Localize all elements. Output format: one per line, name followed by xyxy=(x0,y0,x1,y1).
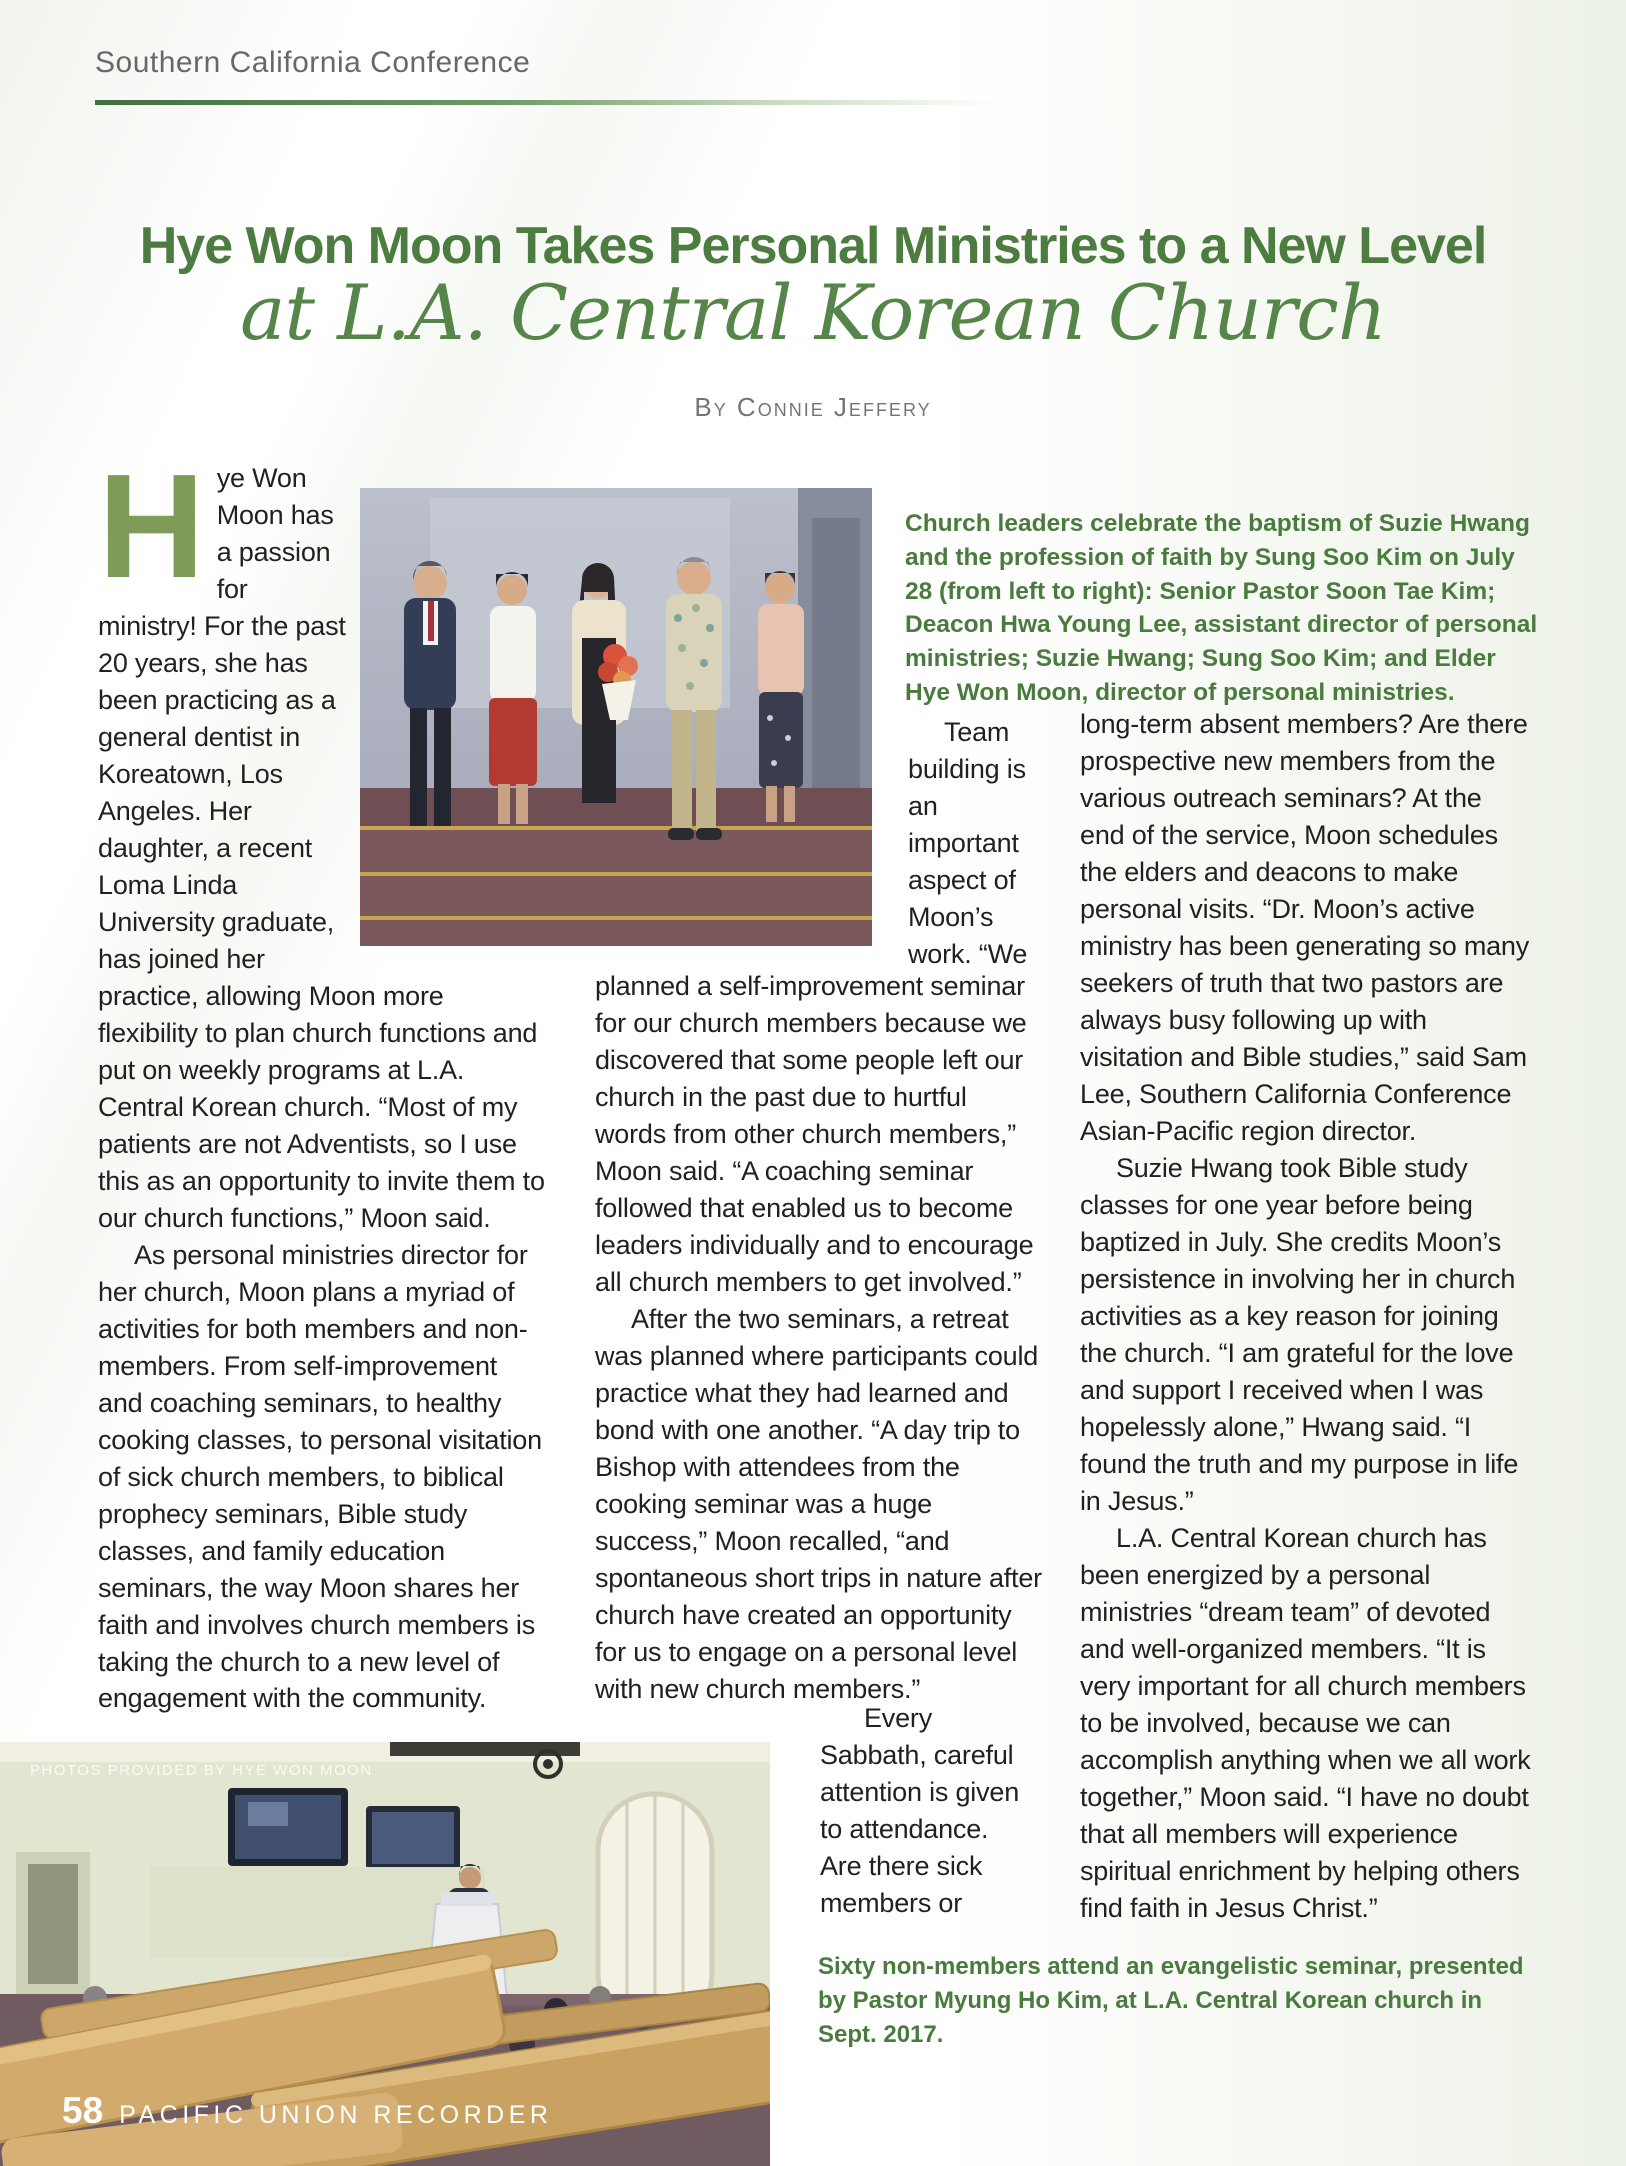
person-silhouette xyxy=(758,571,804,822)
article-column-left xyxy=(98,444,548,1717)
article-paragraph: Suzie Hwang took Bible study classes for one year before being baptized in July. She credits Moon’s persistence in involving her in church activities as a key reason for joining the church. “I am grateful for the love and support I received when I was hopelessly alone,” Hwang said. “I found the truth and my purpose in life in Jesus.” xyxy=(1080,1152,1519,1516)
section-eyebrow: Southern California Conference xyxy=(95,46,531,79)
article-paragraph: As personal ministries director for her church, Moon plans a myriad of activities for both members and non-members. From self-improvement and coaching seminars, to healthy cooking classes, to personal visitation of sick church members, to biblical prophecy seminars, Bible study classes, and family education seminars, the way Moon shares her faith and involves church members is taking the church to a new level of engagement with the community. xyxy=(98,1239,542,1714)
article-paragraph: planned a self-improvement seminar for our church members because we discovered that some people left our church in the past due to hurtful words from other church members,” Moon said. “A coaching seminar followed that enabled us to become leaders individually and to encourage all church members to get involved.” xyxy=(595,971,1034,1297)
article-column-right xyxy=(1080,706,1532,1926)
article-title: Hye Won Moon Takes Personal Ministries to a New Level xyxy=(139,217,1487,275)
photo-wrap-spacer xyxy=(350,460,548,975)
drop-cap: H xyxy=(98,444,205,609)
publication-name: PACIFIC UNION RECORDER xyxy=(119,2101,553,2129)
article-paragraph: L.A. Central Korean church has been energized by a personal ministries “dream team” of devoted and well-organized members. “It is very important for all church members to be involved, because we can accomplish anything when we all work together,” Moon said. “I have no doubt that all members will experience spiritual enrichment by helping others find faith in Jesus Christ.” xyxy=(1080,1522,1531,1923)
bottom-photo-caption: Sixty non-members attend an evangelistic seminar, presented by Pastor Myung Ho Kim, at L.A. Central Korean church in Sept. 2017. xyxy=(818,1953,1524,2049)
article-paragraph: Every Sabbath, careful attention is given to attendance. Are there sick members or xyxy=(820,1703,1020,1918)
page-number: 58 xyxy=(62,2090,104,2131)
photo-credit: PHOTOS PROVIDED BY HYE WON MOON xyxy=(30,1762,373,1779)
article-column-middle-lead xyxy=(908,714,1036,973)
article-subtitle: at L.A. Central Korean Church xyxy=(240,268,1386,357)
article-column-middle-tail xyxy=(820,1700,1032,1922)
article-paragraph: long-term absent members? Are there prospective new members from the various outreach seminars? At the end of the service, Moon schedules the elders and deacons to make personal visits. “Dr. Moon’s active ministry has been generating so many seekers of truth that two pastors are always busy following up with visitation and Bible studies,” said Sam Lee, Southern California Conference Asian-Pacific region director. xyxy=(1080,709,1530,1146)
top-photo-caption: Church leaders celebrate the baptism of Suzie Hwang and the profession of faith by Sung Soo Kim on July 28 (from left to right): Senior Pastor Soon Tae Kim; Deacon Hwa Young Lee, assistant director of personal ministries; Suzie Hwang; Sung Soo Kim; and Elder Hye Won Moon, director of personal ministries. xyxy=(905,510,1538,706)
page-footer xyxy=(62,2090,552,2132)
paragraph-text: ye Won Moon has a passion for ministry! For the past 20 years, she has been practicing as a general dentist in Koreatown, Los Angeles. Her daughter, a recent Loma Linda University graduate, has joined her practice, allowing Moon more flexibility to plan church functions and put on weekly programs at L.A. Central Korean church. “Most of my patients are not Adventists, so I use this as an opportunity to invite them to our church functions,” Moon said. xyxy=(98,463,545,1233)
article-paragraph: Team building is an important aspect of Moon’s work. “We xyxy=(908,717,1028,969)
article-byline: By Connie Jeffery xyxy=(694,392,932,422)
header-rule xyxy=(95,100,1000,105)
article-paragraph: After the two seminars, a retreat was planned where participants could practice what they had learned and bond with one another. “A day trip to Bishop with attendees from the cooking seminar was a huge success,” Moon recalled, “and spontaneous short trips in nature after church have created an opportunity for us to engage on a personal level with new church members.” xyxy=(595,1303,1042,1704)
article-column-middle xyxy=(595,968,1043,1708)
